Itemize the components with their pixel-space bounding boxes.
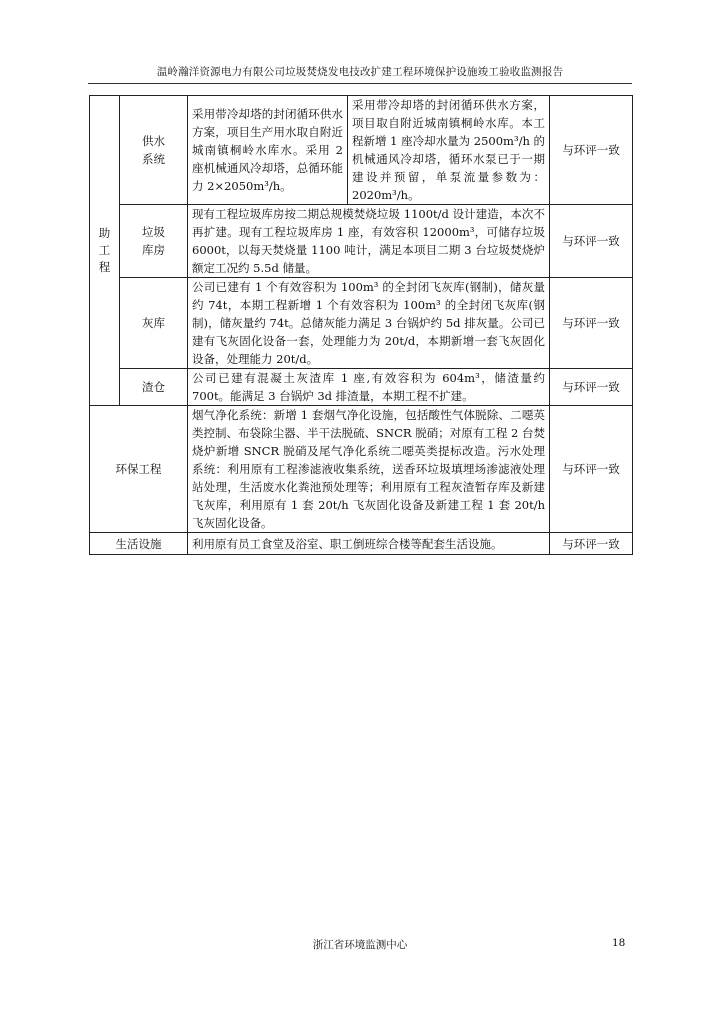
category-cell: 环保工程 — [90, 406, 188, 533]
facility-table — [89, 95, 633, 555]
content-cell: 公司已建有 1 个有效容积为 100m³ 的全封闭飞灰库(钢制)，储灰量约 74t，本期工程新增 1 个有效容积为 100m³ 的全封闭飞灰库(钢制)，储灰量约 74t。总储灰能力满足 3 台锅炉约 5d 排灰量。公司已建有飞灰固化设备一套，处理能力为 20t/d，本期新增一套飞灰固化设备，处理能力 20t/d。 — [188, 278, 550, 369]
result-cell: 与环评一致 — [550, 369, 633, 406]
table-row — [90, 96, 633, 205]
result-cell: 与环评一致 — [550, 533, 633, 555]
content-cell: 公司已建有混凝土灰渣库 1 座,有效容积为 604m³，储渣量约 700t。能满足 3 台锅炉 3d 排渣量，本期工程不扩建。 — [188, 369, 550, 406]
category-label: 助工程 — [98, 226, 111, 274]
result-cell: 与环评一致 — [550, 278, 633, 369]
table-row — [90, 406, 633, 533]
page-number: 18 — [612, 937, 626, 949]
content-cell: 利用原有员工食堂及浴室、职工倒班综合楼等配套生活设施。 — [188, 533, 550, 555]
result-cell: 与环评一致 — [550, 406, 633, 533]
subcategory-cell — [120, 96, 188, 205]
category-cell — [90, 96, 120, 406]
subcategory-label: 垃圾库房 — [142, 225, 165, 257]
category-cell: 生活设施 — [90, 533, 188, 555]
content-cell: 烟气净化系统：新增 1 套烟气净化设施，包括酸性气体脱除、二噁英类控制、布袋除尘器、半干法脱硫、SNCR 脱硝；对原有工程 2 台焚烧炉新增 SNCR 脱硝及尾气净化系统二噁英类提标改造。污水处理系统：利用原有工程渗滤液收集系统，送香环垃圾填埋场渗滤液处理站处理，生活废水化粪池预处理等；利用原有工程灰渣暂存库及新建飞灰库，利用原有 1 套 20t/h 飞灰固化设备及新建工程 1 套 20t/h 飞灰固化设备。 — [188, 406, 550, 533]
actual-description: 采用带冷却塔的封闭循环供水方案，项目取自附近城南镇桐岭水库。本工程新增 1 座冷却水量为 2500m³/h 的机械通风冷却塔，循环水泵已于一期建设并预留，单泵流量参数为：2020m³/h。 — [348, 96, 550, 205]
result-cell: 与环评一致 — [550, 205, 633, 278]
result-cell: 与环评一致 — [550, 96, 633, 205]
page-header: 温岭瀚洋资源电力有限公司垃圾焚烧发电技改扩建工程环境保护设施竣工验收监测报告 — [156, 66, 564, 78]
content-cell: 现有工程垃圾库房按二期总规模焚烧垃圾 1100t/d 设计建造，本次不再扩建。现有工程垃圾库房 1 座，有效容积 12000m³，可储存垃圾 6000t，以每天焚烧量 1100 吨计，满足本项目二期 3 台垃圾焚烧炉额定工况约 5.5d 储量。 — [188, 205, 550, 278]
header-rule — [88, 83, 632, 84]
table-row — [90, 205, 633, 278]
table-row — [90, 369, 633, 406]
subcategory-cell: 灰库 — [120, 278, 188, 369]
original-description: 采用带冷却塔的封闭循环供水方案，项目生产用水取自附近城南镇桐岭水库水。采用 2 座机械通风冷却塔，总循环能力 2×2050m³/h。 — [188, 96, 348, 205]
table-row — [90, 533, 633, 555]
footer-organization: 浙江省环境监测中心 — [312, 939, 408, 951]
subcategory-cell: 渣仓 — [120, 369, 188, 406]
table-row — [90, 278, 633, 369]
subcategory-label: 供水系统 — [142, 134, 165, 166]
subcategory-cell — [120, 205, 188, 278]
